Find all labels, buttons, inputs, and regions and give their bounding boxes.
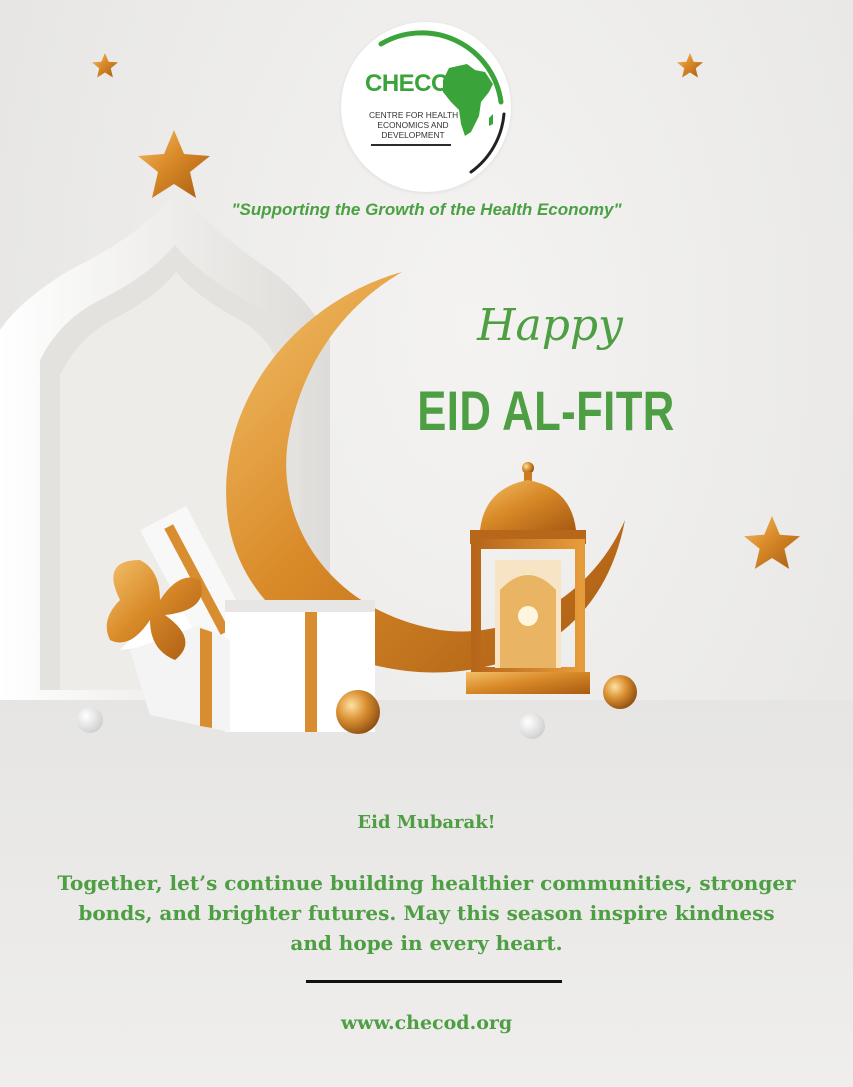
happy-heading: Happy	[477, 300, 623, 351]
checod-logo	[341, 22, 511, 192]
website-link[interactable]: www.checod.org	[340, 1012, 513, 1034]
logo-subtitle-line: CENTRE FOR HEALTH	[369, 110, 459, 120]
greeting-message	[30, 868, 823, 958]
pearl	[519, 713, 545, 739]
eid-heading: EID AL-FITR	[417, 379, 675, 442]
eid-mubarak-text: Eid Mubarak!	[357, 812, 496, 833]
message-line: and hope in every heart.	[290, 931, 563, 955]
star-icon	[744, 516, 800, 569]
tagline: "Supporting the Growth of the Health Economy"	[231, 200, 622, 219]
logo-subtitle-line: DEVELOPMENT	[381, 130, 445, 140]
message-line: bonds, and brighter futures. May this season inspire kindness	[78, 901, 775, 925]
pearl	[77, 707, 103, 733]
logo-brand: CHECOD	[365, 70, 467, 97]
star-icon	[92, 53, 118, 78]
divider	[306, 980, 562, 983]
logo-underline	[371, 144, 451, 146]
star-icon	[138, 130, 210, 198]
gold-ball	[336, 690, 380, 734]
logo-subtitle	[369, 110, 457, 140]
star-icon	[677, 53, 703, 78]
gold-ball	[603, 675, 637, 709]
message-line: Together, let’s continue building healthier communities, stronger	[57, 871, 796, 895]
logo-subtitle-line: ECONOMICS AND	[377, 120, 449, 130]
